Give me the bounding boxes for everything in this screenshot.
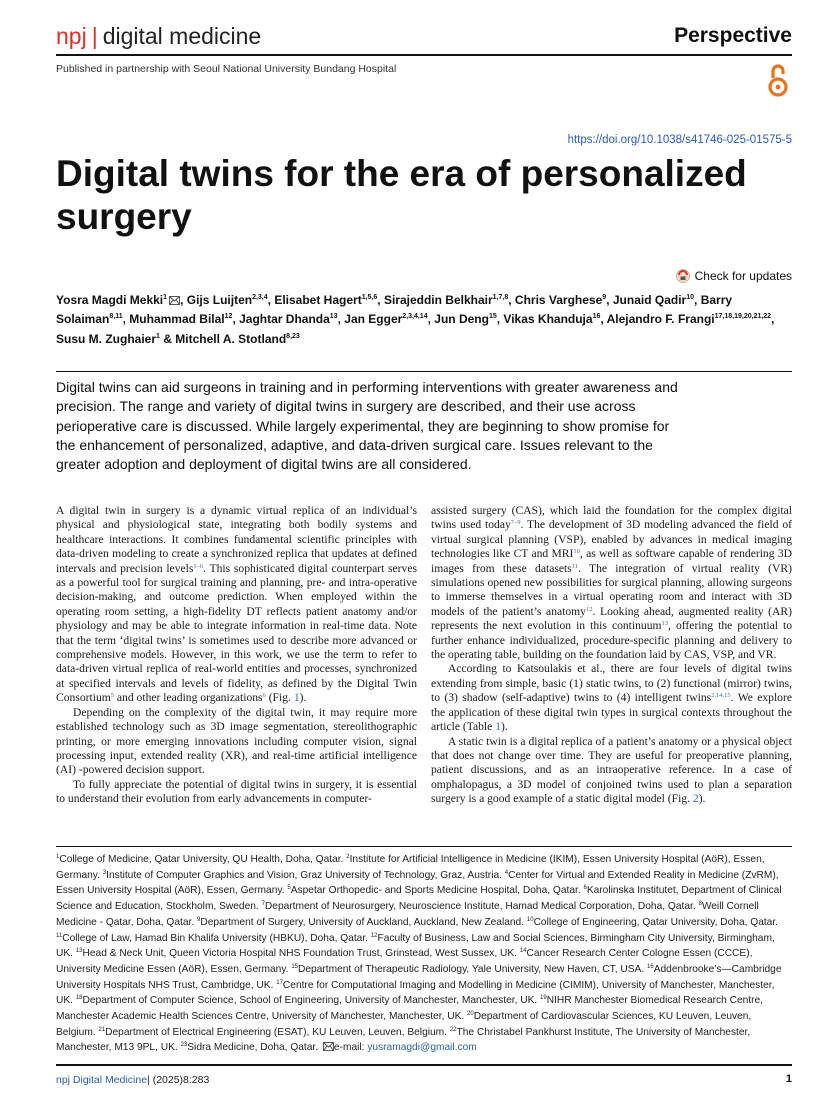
page-number: 1 bbox=[785, 1073, 792, 1085]
author bbox=[607, 312, 771, 326]
affiliation-number: 6 bbox=[583, 885, 587, 892]
affiliation-text: Aspetar Orthopedic- and Sports Medicine Hospital, Doha, Qatar. bbox=[290, 885, 584, 897]
body-paragraph: According to Katsoulakis et al., there are four levels of digital twins extending from simple, basic (1) static twins, to (2) functional (mirror) twins, to (3) shadow (self-adaptive) twins to (4) intelligent twins$^{2,14,15}$. We explore the application of these digital twin types in surgical contexts throughout the article (Table 1). bbox=[431, 662, 792, 734]
affiliation-text: Department of Surgery, University of Auckland, Auckland, New Zealand. bbox=[200, 916, 527, 928]
author bbox=[515, 293, 606, 307]
author-affiliation-ref: 15 bbox=[488, 313, 497, 321]
author bbox=[239, 312, 337, 326]
author-name[interactable]: Yosra Magdi Mekki bbox=[56, 293, 164, 307]
author bbox=[56, 332, 160, 346]
article-type: Perspective bbox=[674, 24, 792, 47]
body-paragraph: A static twin is a digital replica of a patient’s anatomy or a physical object that does not change over time. They are useful for preoperative planning, patient discussions, and as an intraoperative reference. In a case of omphalopagus, a 3D model of conjoined twins used to plan a separation surgery is a good example of a static digital model (Fig. 2). bbox=[431, 734, 792, 806]
affiliation-text: Department of Neurosurgery, Neuroscience Institute, Hamad Medical Corporation, Doha, Qatar. bbox=[264, 901, 699, 913]
author-name[interactable]: Elisabet Hagert bbox=[274, 293, 362, 307]
author-name[interactable]: Jun Deng bbox=[434, 312, 489, 327]
affiliation-number: 18 bbox=[75, 995, 83, 1002]
affiliation-number: 20 bbox=[467, 1011, 474, 1018]
author-affiliation-ref: 1 bbox=[156, 332, 160, 340]
reference-ref[interactable]: 7–9 bbox=[510, 519, 521, 527]
affiliation-number: 16 bbox=[647, 963, 654, 970]
affiliation-number: 19 bbox=[540, 995, 547, 1002]
email-label: e-mail: bbox=[333, 1042, 368, 1054]
reference-ref[interactable]: 11 bbox=[571, 562, 579, 570]
affiliation-number: 14 bbox=[519, 948, 527, 955]
author bbox=[503, 312, 600, 326]
author-affiliation-ref: 12 bbox=[224, 313, 233, 321]
author-affiliation-ref: 1,7,8 bbox=[492, 294, 509, 301]
affiliation-text: College of Engineering, Qatar University, Doha, Qatar. bbox=[533, 916, 779, 928]
body-paragraph: Depending on the complexity of the digital twin, it may require more established technology such as 3D image segmentation, stereolithographic printing, or more emerging innovations including computer vision, signal processing input, extended reality (XR), and real-time artificial intelligence (AI) -powered decision support. bbox=[56, 705, 417, 777]
email-icon bbox=[323, 1042, 334, 1051]
affiliation-text: Addenbrooke’s—Cambridge University Hospitals NHS Trust, Cambridge, UK. bbox=[56, 963, 782, 991]
author-name[interactable]: Vikas Khanduja bbox=[503, 312, 593, 327]
affiliation-text: College of Medicine, Qatar University, QU Health, Doha, Qatar. bbox=[59, 854, 347, 865]
affiliation-number: 3 bbox=[102, 869, 107, 876]
article-title: Digital twins for the era of personalized surgery bbox=[56, 153, 747, 237]
body-paragraph: assisted surgery (CAS), which laid the foundation for the complex digital twins used today$^{7-9}$. The development of 3D modeling advanced the field of virtual surgical planning (VSP), enabled by advances in medical imaging technologies like CT and MRI$^{10}$, as well as software capable of rendering 3D images from these datasets$^{11}$. The integration of virtual reality (VR) simulations opened new possibilities for surgical planning, allowing surgeons to immerse themselves in a virtual operating room and interact with 3D models of the patient’s anatomy$^{12}$. Looking ahead, augmented reality (AR) represents the next evolution in this continuum$^{13}$, offering the potential to further enhance individualized, procedure-specific planning and delivery to the operating table, building on the foundation laid by CAS, VSP, and VR. bbox=[431, 504, 792, 662]
journal-brand bbox=[56, 22, 261, 50]
reference-ref[interactable]: 6 bbox=[262, 692, 266, 700]
open-access-icon bbox=[766, 62, 790, 98]
affiliation-text: Center for Virtual and Extended Reality in Medicine (ZvRM), Essen University Hospital (AöR), Essen, Germany. bbox=[56, 869, 779, 897]
affiliation-number: 8 bbox=[698, 901, 702, 908]
figure-ref[interactable]: 1 bbox=[495, 720, 501, 734]
footer-journal-name[interactable]: npj Digital Medicine bbox=[56, 1074, 148, 1086]
author-list: Yosra Magdi Mekki$^1$ , Gijs Luijten$^{2,3,4}$, Elisabet Hagert$^{1,5,6}$, Sirajeddin Belkhair$^{1,7,8}$, Chris Varghese$^9$, Junaid Qadir$^{10}$, Barry Solaiman$^{8,11}$, Muhammad Bilal$^{12}$, Jaghtar Dhanda$^{13}$, Jan Egger$^{2,3,4,14}$, Jun Deng$^{15}$, Vikas Khanduja$^{16}$, Alejandro F. Frangi$^{17,18,19,20,21,22}$, Susu M. Zughaier$^1$ & Mitchell A. Stotland$^{8,23}$ bbox=[56, 293, 775, 346]
affiliation-text: Department of Therapeutic Radiology, Yale University, New Haven, CT, USA. bbox=[298, 963, 648, 975]
author-affiliation-ref: 2,3,4,14 bbox=[402, 313, 428, 321]
author bbox=[434, 312, 496, 326]
author-name[interactable]: Susu M. Zughaier bbox=[56, 331, 157, 346]
affiliation-number: 11 bbox=[56, 932, 63, 939]
body-column-left bbox=[56, 504, 417, 807]
author-name[interactable]: Sirajeddin Belkhair bbox=[383, 293, 493, 307]
affiliation-number: 15 bbox=[291, 963, 299, 970]
affiliation-text: Sidra Medicine, Doha, Qatar. bbox=[187, 1042, 321, 1054]
author-name[interactable]: Barry Solaiman bbox=[56, 293, 733, 327]
affiliation-text: NIHR Manchester Biomedical Research Centre, Manchester Academic Health Sciences Centre, University of Manchester, Manchester, UK. bbox=[56, 995, 764, 1023]
author-name[interactable]: Alejandro F. Frangi bbox=[606, 312, 715, 327]
abstract-divider bbox=[56, 371, 792, 372]
reference-ref[interactable]: 13 bbox=[661, 620, 669, 628]
affiliation-number: 23 bbox=[180, 1042, 188, 1049]
figure-ref[interactable]: 2 bbox=[692, 792, 699, 806]
affiliation-number: 4 bbox=[504, 869, 509, 876]
author-name[interactable]: Chris Varghese bbox=[514, 293, 603, 307]
affiliation-text: Institute of Computer Graphics and Vision, Graz University of Technology, Graz, Austria. bbox=[106, 869, 505, 881]
author-affiliation-ref: 10 bbox=[686, 294, 695, 301]
affiliations bbox=[56, 852, 792, 1056]
partnership-note: Published in partnership with Seoul National University Bundang Hospital bbox=[56, 63, 397, 75]
reference-ref[interactable]: 12 bbox=[585, 605, 593, 613]
affiliation-text: Department of Cardiovascular Sciences, KU Leuven, Leuven, Belgium. bbox=[56, 1011, 752, 1038]
footer-citation bbox=[56, 1074, 209, 1086]
body-paragraph: To fully appreciate the potential of digital twins in surgery, it is essential to understand their evolution from early advancements in computer- bbox=[56, 777, 417, 806]
affiliation-text: The Christabel Pankhurst Institute, The University of Manchester, Manchester, M13 9PL, UK. bbox=[56, 1026, 751, 1054]
affiliation-number: 2 bbox=[346, 854, 350, 860]
author bbox=[274, 293, 377, 307]
affiliation-number: 7 bbox=[261, 901, 265, 908]
author-name[interactable]: Junaid Qadir bbox=[612, 293, 687, 307]
author-and: & bbox=[163, 331, 172, 346]
author bbox=[175, 332, 300, 346]
author-affiliation-ref: 13 bbox=[329, 313, 338, 321]
reference-ref[interactable]: 1–6 bbox=[193, 562, 204, 570]
affiliation-text: Department of Computer Science, School of Engineering, University of Manchester, Manchester, UK. bbox=[82, 995, 541, 1007]
affiliation-number: 21 bbox=[98, 1026, 106, 1033]
doi-link[interactable]: https://doi.org/10.1038/s41746-025-01575-5 bbox=[567, 134, 792, 146]
email-link[interactable]: yusramagdi@gmail.com bbox=[367, 1042, 477, 1054]
author-affiliation-ref: 9 bbox=[602, 294, 607, 301]
affiliation-text: Centre for Computational Imaging and Modelling in Medicine (CIMIM), University of Manchester, Manchester, UK. bbox=[56, 979, 775, 1007]
author bbox=[129, 312, 232, 326]
affiliation-text: Weill Cornell Medicine - Qatar, Doha, Qatar. bbox=[56, 901, 759, 928]
author-affiliation-ref: 16 bbox=[592, 313, 601, 321]
author bbox=[344, 312, 427, 326]
author-affiliation-ref: 1 bbox=[163, 294, 168, 301]
affiliation-text: Head & Neck Unit, Queen Victoria Hospital NHS Foundation Trust, Grinstead, West Sussex, UK. bbox=[82, 948, 520, 960]
author-name[interactable]: Jaghtar Dhanda bbox=[239, 312, 330, 327]
author bbox=[384, 293, 508, 307]
reference-ref[interactable]: 5 bbox=[110, 692, 115, 700]
brand-title: digital medicine bbox=[102, 23, 262, 49]
author bbox=[187, 293, 268, 307]
author-name[interactable]: Mitchell A. Stotland bbox=[175, 331, 287, 346]
body-paragraph: A digital twin in surgery is a dynamic virtual replica of an individual’s physical and physiological state, integrating both bodily systems and healthcare interactions. It combines fundamental scientific principles with data-driven modeling to create a synchronized replica that updates at defined intervals and precision levels$^{1-6}$. This sophisticated digital counterpart serves as a powerful tool for surgical training and planning, pre- and intra-operative decision-making, and outcome prediction. When employed within the operating room setting, a high-fidelity DT reflects patient anatomy and/or physiology and may be able to integrate information in real-time data. Note that the term ‘digital twins’ is sometimes used to describe more advanced or comprehensive models. However, in this work, we use the term to refer to data-driven virtual replica of real-world entities and processes, synchronized at specified intervals and levels of fidelity, as defined by the Digital Twin Consortium$^5$ and other leading organizations$^6$ (Fig. 1). bbox=[56, 504, 417, 705]
check-updates-label: Check for updates bbox=[694, 269, 792, 283]
author-name[interactable]: Gijs Luijten bbox=[186, 293, 253, 307]
footer-issue: | (2025)8:283 bbox=[147, 1074, 210, 1086]
author-affiliation-ref: 2,3,4 bbox=[252, 294, 268, 301]
affiliation-text: Institute for Artificial Intelligence in Medicine (IKIM), Essen University Hospital (AöR), Essen, Germany. bbox=[56, 854, 765, 881]
author-name[interactable]: Muhammad Bilal bbox=[129, 312, 225, 327]
affiliation-number: 13 bbox=[75, 948, 83, 955]
affiliation-text: Cancer Research Center Cologne Essen (CCCE), University Medicine Essen (AöR), Essen, Germany. bbox=[56, 948, 753, 975]
author-affiliation-ref: 8,23 bbox=[286, 332, 300, 340]
reference-ref[interactable]: 2,14,15 bbox=[711, 692, 731, 700]
email-icon bbox=[169, 296, 180, 305]
body-column-right bbox=[431, 504, 792, 807]
affiliation-number: 1 bbox=[56, 854, 60, 860]
brand-separator: | bbox=[91, 23, 98, 49]
affiliation-text: Karolinska Institutet, Department of Clinical Science and Education, Stockholm, Sweden. bbox=[56, 885, 782, 913]
affiliation-text: College of Law, Hamad Bin Khalifa University (HBKU), Doha, Qatar. bbox=[62, 932, 371, 944]
affiliation-text: Department of Electrical Engineering (ESAT), KU Leuven, Leuven, Belgium. bbox=[105, 1026, 450, 1038]
check-updates-icon bbox=[676, 269, 690, 283]
footer-divider bbox=[56, 1064, 792, 1066]
affiliation-number: 10 bbox=[526, 916, 534, 923]
author-name[interactable]: Jan Egger bbox=[344, 312, 403, 327]
author bbox=[56, 293, 180, 307]
author-affiliation-ref: 1,5,6 bbox=[361, 294, 378, 301]
check-updates-button[interactable] bbox=[676, 269, 792, 283]
author-affiliation-ref: 8,11 bbox=[109, 313, 123, 321]
affiliations-divider bbox=[56, 846, 792, 847]
brand-npj: npj bbox=[56, 23, 87, 49]
abstract: Digital twins can aid surgeons in training and in performing interventions with greater awareness and precision. The range and variety of digital twins in surgery are described, and their use across perioperative care is discussed. While largely experimental, they are beginning to show promise for the enhancement of personalized, adaptive, and data-driven surgical care. Issues relevant to the greater adoption and deployment of digital twins are all considered. bbox=[56, 379, 678, 473]
header-divider bbox=[56, 54, 792, 56]
affiliation-number: 22 bbox=[449, 1026, 457, 1033]
reference-ref[interactable]: 10 bbox=[573, 548, 580, 556]
figure-ref[interactable]: 1 bbox=[293, 691, 300, 705]
author bbox=[613, 293, 694, 307]
affiliation-number: 9 bbox=[197, 916, 201, 923]
author-affiliation-ref: 17,18,19,20,21,22 bbox=[714, 313, 772, 321]
affiliation-number: 17 bbox=[276, 979, 283, 986]
affiliation-number: 5 bbox=[287, 885, 291, 892]
affiliation-text: Faculty of Business, Law and Social Sciences, Birmingham City University, Birmingham, UK. bbox=[56, 932, 775, 960]
affiliation-number: 12 bbox=[370, 932, 378, 939]
